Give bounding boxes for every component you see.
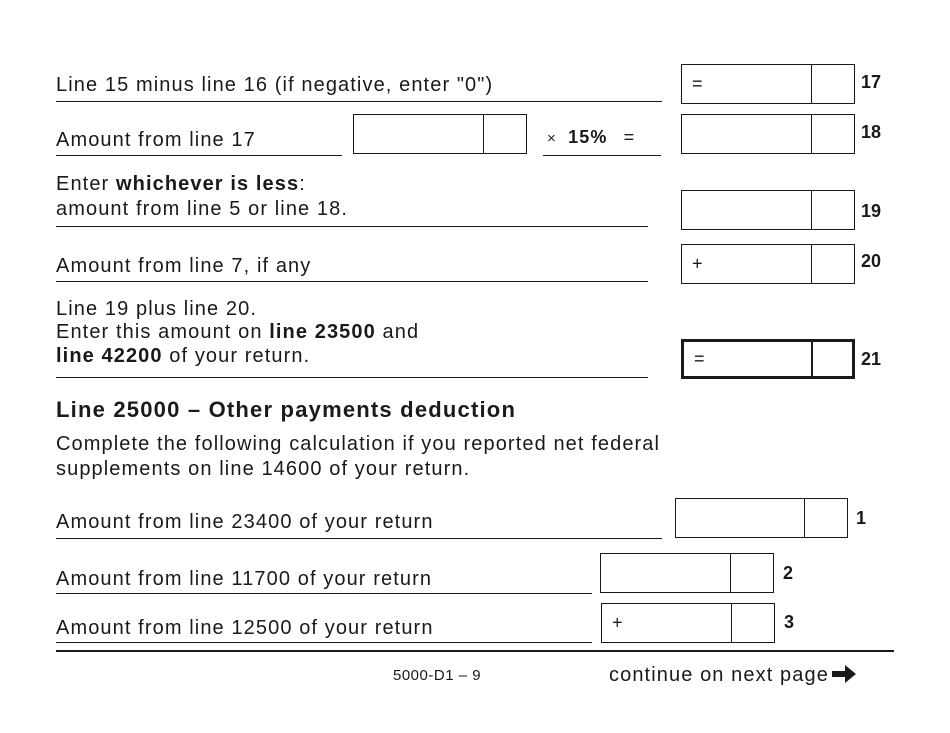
line-19-label-2: amount from line 5 or line 18. (56, 198, 349, 220)
line-21-label-1: Line 19 plus line 20. (56, 298, 258, 320)
line-19-rule (56, 226, 648, 227)
equals-sign: = (692, 73, 703, 94)
line-18-amount-field[interactable] (681, 114, 855, 154)
line-number-20: 20 (861, 251, 882, 271)
line-2-rule (56, 593, 592, 594)
equals-sign: = (694, 348, 705, 369)
arrow-right-icon (831, 663, 857, 685)
line-2-amount-field[interactable] (600, 553, 774, 593)
line-3-label: Amount from line 12500 of your return (56, 617, 434, 639)
line-18-rule (56, 155, 342, 156)
line-2-label: Amount from line 11700 of your return (56, 568, 433, 590)
line-18-input-field[interactable] (353, 114, 527, 154)
line-19-amount-field[interactable] (681, 190, 855, 230)
line-17-amount-field[interactable] (681, 64, 855, 104)
line-number-2: 2 (783, 563, 794, 583)
line-3-rule (56, 642, 592, 643)
plus-sign: + (692, 253, 703, 274)
section-intro-1: Complete the following calculation if you reported net federal (56, 433, 661, 455)
line-18-label: Amount from line 17 (56, 129, 256, 151)
line-17-label: Line 15 minus line 16 (if negative, enter "0") (56, 74, 494, 96)
line-17-rule (56, 101, 662, 102)
line-1-label: Amount from line 23400 of your return (56, 511, 434, 533)
line-21-amount-field[interactable] (681, 339, 855, 379)
line-number-17: 17 (861, 72, 882, 92)
line-20-label: Amount from line 7, if any (56, 255, 312, 277)
line-number-3: 3 (784, 612, 795, 632)
line-19-label: Enter whichever is less: (56, 173, 306, 195)
line-21-label-2: Enter this amount on line 23500 and (56, 321, 420, 343)
footer-divider (56, 650, 894, 652)
line-3-amount-field[interactable] (601, 603, 775, 643)
line-21-label-3: line 42200 of your return. (56, 345, 311, 367)
multiply-15-percent: × 15% = (547, 127, 636, 147)
continue-on-next-page: continue on next page (609, 663, 857, 687)
page-identifier: 5000-D1 – 9 (393, 667, 482, 684)
line-number-21: 21 (861, 349, 882, 369)
line-1-amount-field[interactable] (675, 498, 848, 538)
section-title: Line 25000 – Other payments deduction (56, 397, 517, 422)
line-number-19: 19 (861, 201, 882, 221)
line-21-rule (56, 377, 648, 378)
section-intro-2: supplements on line 14600 of your return. (56, 458, 471, 480)
line-20-rule (56, 281, 648, 282)
plus-sign: + (612, 612, 623, 633)
line-18-eq-rule (543, 155, 661, 156)
line-number-18: 18 (861, 122, 882, 142)
line-1-rule (56, 538, 662, 539)
line-number-1: 1 (856, 508, 867, 528)
line-20-amount-field[interactable] (681, 244, 855, 284)
